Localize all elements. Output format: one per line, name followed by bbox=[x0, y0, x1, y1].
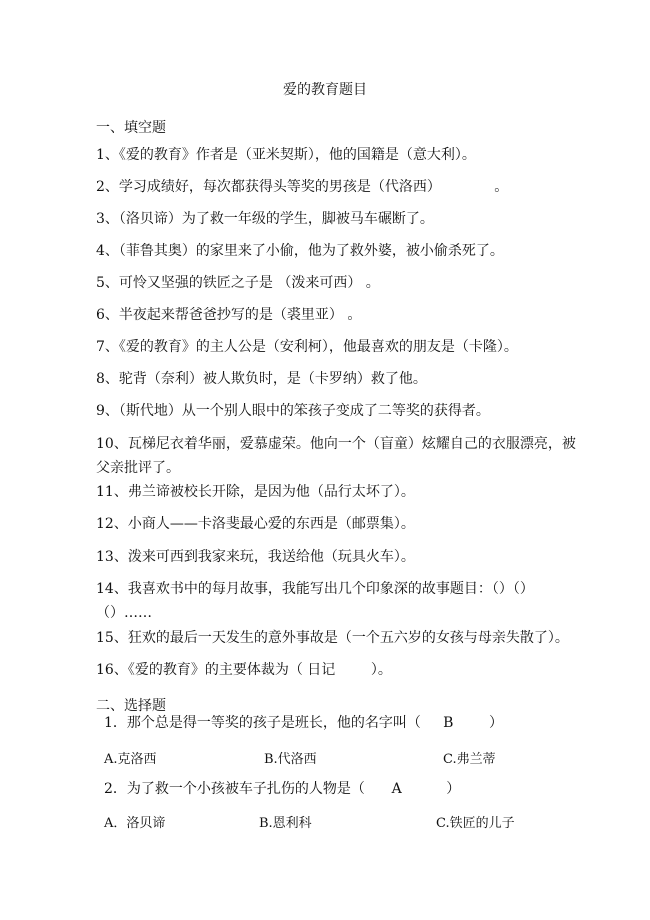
choice-2-option-a: A．洛贝谛 bbox=[104, 816, 166, 831]
fill-question-4: 4、（菲鲁其奥）的家里来了小偷，他为了救外婆，被小偷杀死了。 bbox=[96, 243, 504, 259]
choice-question-1: 1．那个总是得一等奖的孩子是班长，他的名字叫（ B ） bbox=[104, 715, 504, 731]
fill-question-8: 8、驼背（奈利）被人欺负时，是（卡罗纳）救了他。 bbox=[96, 371, 427, 387]
choice-2-option-b: B.恩利科 bbox=[259, 816, 312, 831]
fill-question-9: 9、（斯代地）从一个别人眼中的笨孩子变成了二等奖的获得者。 bbox=[96, 403, 490, 419]
fill-question-7: 7、《爱的教育》的主人公是（安利柯），他最喜欢的朋友是（卡隆）。 bbox=[96, 339, 518, 355]
fill-question-3: 3、（洛贝谛）为了救一年级的学生，脚被马车碾断了。 bbox=[96, 211, 434, 227]
section-heading-choice: 二、选择题 bbox=[96, 698, 166, 714]
fill-question-13: 13、泼来可西到我家来玩，我送给他（玩具火车）。 bbox=[96, 549, 415, 565]
fill-question-14: 14、我喜欢书中的每月故事，我能写出几个印象深的故事题目：（）（）（）…… bbox=[96, 581, 534, 621]
section-heading-fill: 一、填空题 bbox=[96, 120, 166, 136]
page-title: 爱的教育题目 bbox=[283, 82, 367, 98]
fill-question-12: 12、小商人——卡洛斐最心爱的东西是（邮票集）。 bbox=[96, 516, 415, 532]
choice-1-option-b: B.代洛西 bbox=[264, 752, 317, 767]
choice-1-option-a: A.克洛西 bbox=[104, 752, 157, 767]
fill-question-11: 11、弗兰谛被校长开除，是因为他（品行太坏了）。 bbox=[96, 484, 415, 500]
choice-question-2: 2．为了救一个小孩被车子扎伤的人物是（ A ） bbox=[104, 781, 461, 797]
fill-question-16: 16、《爱的教育》的主要体裁为（ 日记 ）。 bbox=[96, 662, 392, 678]
fill-question-1: 1、《爱的教育》作者是（亚米契斯），他的国籍是（意大利）。 bbox=[96, 147, 476, 163]
fill-question-5: 5、可怜又坚强的铁匠之子是 （泼来可西） 。 bbox=[96, 275, 380, 291]
fill-question-2: 2、学习成绩好，每次都获得头等奖的男孩是（代洛西） 。 bbox=[96, 179, 509, 195]
fill-question-15: 15、狂欢的最后一天发生的意外事故是（一个五六岁的女孩与母亲失散了）。 bbox=[96, 630, 569, 646]
fill-question-6: 6、半夜起来帮爸爸抄写的是（裘里亚） 。 bbox=[96, 307, 362, 323]
choice-2-option-c: C.铁匠的儿子 bbox=[436, 816, 515, 831]
fill-question-10: 10、瓦梯尼衣着华丽，爱慕虚荣。他向一个（盲童）炫耀自己的衣服漂亮，被父亲批评了。 bbox=[96, 436, 576, 476]
choice-1-option-c: C.弗兰蒂 bbox=[443, 752, 496, 767]
